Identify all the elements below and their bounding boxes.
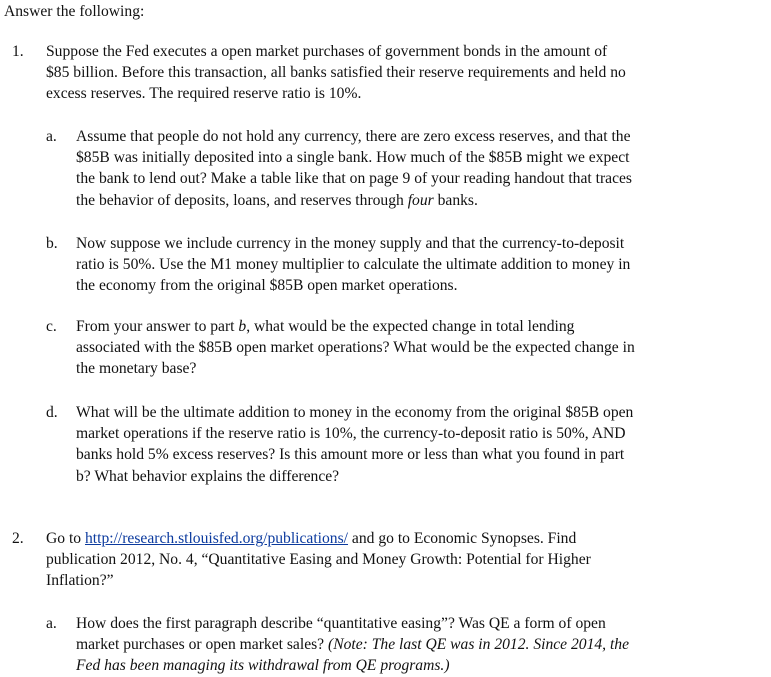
part-text [76,402,756,487]
text-line: banks hold 5% excess reserves? Is this amount more or less than what you found in part [76,446,625,464]
text-run: market purchases or open market sales? [76,636,328,654]
text-line: excess reserves. The required reserve ratio is 10%. [46,85,362,103]
text-line: ratio is 50%. Use the M1 money multiplier to calculate the ultimate addition to money in [76,256,631,274]
text-line: $85B was initially deposited into a single bank. How much of the $85B might we expect [76,149,630,167]
text-line [76,316,756,337]
part-label: a. [46,615,57,632]
instructions-heading: Answer the following: [4,3,145,20]
question-number: 1. [12,43,24,60]
text-line: How does the first paragraph describe “quantitative easing”? Was QE a form of open [76,615,606,632]
question-number: 2. [12,530,24,547]
text-line: market operations if the reserve ratio is 10%, the currency-to-deposit ratio is 50%, AND [76,425,626,443]
text-line: the bank to lend out? Make a table like that on page 9 of your reading handout that traces [76,170,632,188]
text-run: From your answer to part [76,318,239,335]
part-label: b. [46,235,58,252]
emphasis-text: Fed has been managing its withdrawal from QE programs.) [76,657,450,675]
text-line: the monetary base? [76,360,197,378]
part-text [76,126,756,211]
part-text [76,316,756,380]
text-line [76,655,756,676]
text-line: Assume that people do not hold any currency, there are zero excess reserves, and that the [76,128,631,145]
text-line [76,634,756,655]
question-text [46,41,756,105]
text-run: Go to [46,530,85,547]
text-line: publication 2012, No. 4, “Quantitative Easing and Money Growth: Potential for Higher [46,551,591,569]
publications-link[interactable]: http://research.stlouisfed.org/publications/ [84,530,349,547]
text-run: banks. [433,191,478,209]
part-text [76,613,756,677]
text-line: Now suppose we include currency in the money supply and that the currency-to-deposit [76,235,625,252]
part-label: c. [46,318,57,335]
emphasis-text: b [238,318,247,335]
question-text [46,528,756,592]
text-line: Inflation?” [46,572,114,590]
part-label: a. [46,128,57,145]
text-run: , what would be the expected change in total lending [246,318,575,335]
text-line: the economy from the original $85B open market operations. [76,277,458,295]
text-run: the behavior of deposits, loans, and reserves through [76,191,408,209]
emphasis-text: (Note: The last QE was in 2012. Since 2014, the [328,636,630,654]
text-line: $85 billion. Before this transaction, all banks satisfied their reserve requirements and held no [46,64,626,82]
text-line [46,528,756,549]
text-run: and go to Economic Synopses. Find [348,530,577,547]
emphasis-text: four [407,191,434,209]
text-line: Suppose the Fed executes a open market purchases of government bonds in the amount of [46,43,608,60]
text-line: What will be the ultimate addition to money in the economy from the original $85B open [76,404,634,421]
text-line: b? What behavior explains the difference? [76,467,340,485]
part-text [76,233,756,297]
text-line: associated with the $85B open market operations? What would be the expected change in [76,339,635,357]
part-label: d. [46,404,58,421]
text-line [76,190,756,211]
